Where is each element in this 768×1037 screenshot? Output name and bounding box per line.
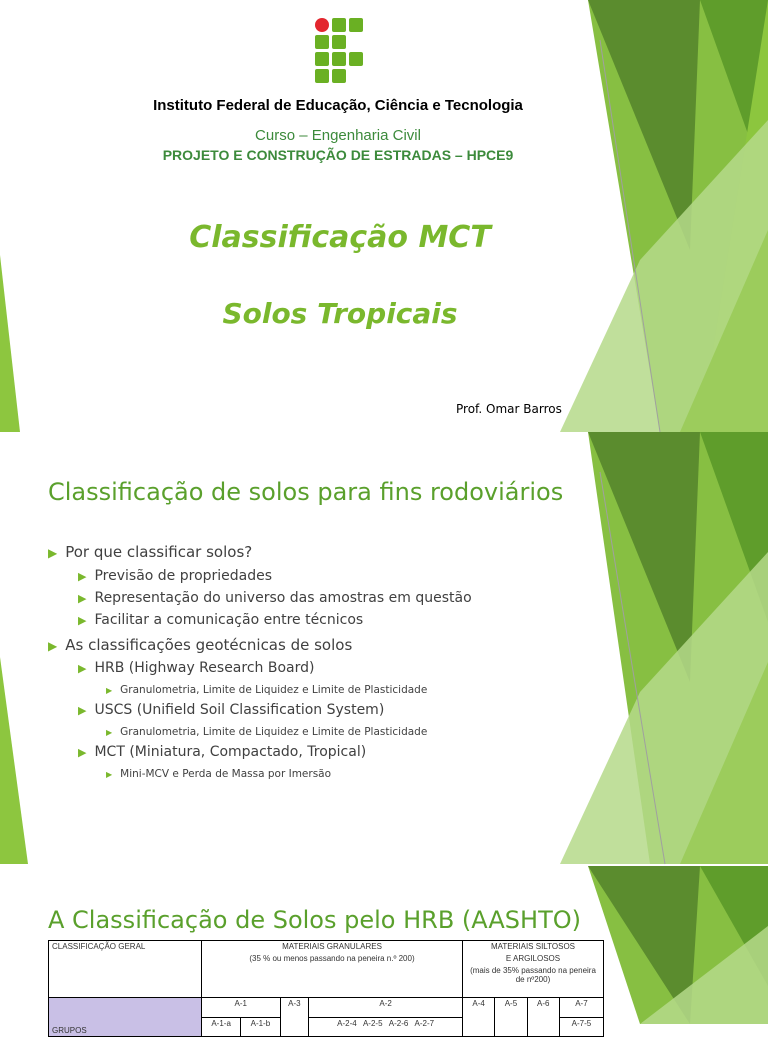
- slide-title: [0, 0, 768, 432]
- bullet-item: ▶ HRB (Highway Research Board): [78, 660, 315, 676]
- bullet-item: ▶ Representação do universo das amostras em questão: [78, 590, 472, 606]
- course-name: Curso – Engenharia Civil: [255, 127, 421, 144]
- table-cell: A-7: [559, 998, 603, 1018]
- slide-heading: Classificação de solos para fins rodoviários: [48, 478, 564, 506]
- bullet-item: ▶ Previsão de propriedades: [78, 568, 273, 584]
- slide-subtitle: Solos Tropicais: [222, 297, 458, 330]
- bullet-item: ▶ Granulometria, Limite de Liquidez e Limite de Plasticidade: [106, 726, 428, 738]
- table-cell: MATERIAIS SILTOSOS E ARGILOSOS (mais de 35% passando na peneira de nº200): [463, 941, 604, 998]
- project-name: PROJETO E CONSTRUÇÃO DE ESTRADAS – HPCE9: [162, 147, 514, 163]
- table-cell: A-1: [202, 998, 281, 1018]
- hrb-table: [48, 940, 604, 1037]
- institution-name: Instituto Federal de Educação, Ciência e Tecnologia: [153, 97, 523, 114]
- table-cell: A-3: [280, 998, 309, 1037]
- table-cell: A-5: [495, 998, 527, 1037]
- bullet-item: ▶ Facilitar a comunicação entre técnicos: [78, 612, 364, 628]
- bullet-item: ▶ As classificações geotécnicas de solos: [48, 636, 353, 654]
- table-cell: A-1-b: [241, 1017, 280, 1037]
- slide-heading: A Classificação de Solos pelo HRB (AASHTO): [48, 906, 581, 934]
- table-cell: A-2: [309, 998, 463, 1018]
- table-cell: GRUPOS: [49, 998, 202, 1037]
- ifpe-logo: [313, 18, 365, 86]
- bullet-item: ▶ Por que classificar solos?: [48, 543, 253, 561]
- bullet-item: ▶ Mini-MCV e Perda de Massa por Imersão: [106, 768, 332, 780]
- bullet-item: ▶ Granulometria, Limite de Liquidez e Limite de Plasticidade: [106, 684, 428, 696]
- table-cell: A-6: [527, 998, 559, 1037]
- table-cell: A-2-4 A-2-5 A-2-6 A-2-7: [309, 1017, 463, 1037]
- professor-name: Prof. Omar Barros: [456, 402, 562, 416]
- table-cell: A-4: [463, 998, 495, 1037]
- table-cell: A-7-5: [559, 1017, 603, 1037]
- table-cell: A-1-a: [202, 1017, 241, 1037]
- slide-classification: [0, 432, 768, 864]
- slide-hrb: [0, 866, 768, 1035]
- bullet-item: ▶ MCT (Miniatura, Compactado, Tropical): [78, 744, 367, 760]
- green-triangles-decoration: [0, 0, 768, 432]
- table-cell: CLASSIFICAÇÃO GERAL: [49, 941, 202, 998]
- table-cell: MATERIAIS GRANULARES (35 % ou menos passando na peneira n.º 200): [202, 941, 463, 998]
- slide-title: Classificação MCT: [189, 220, 491, 255]
- bullet-item: ▶ USCS (Unifield Soil Classification System): [78, 702, 385, 718]
